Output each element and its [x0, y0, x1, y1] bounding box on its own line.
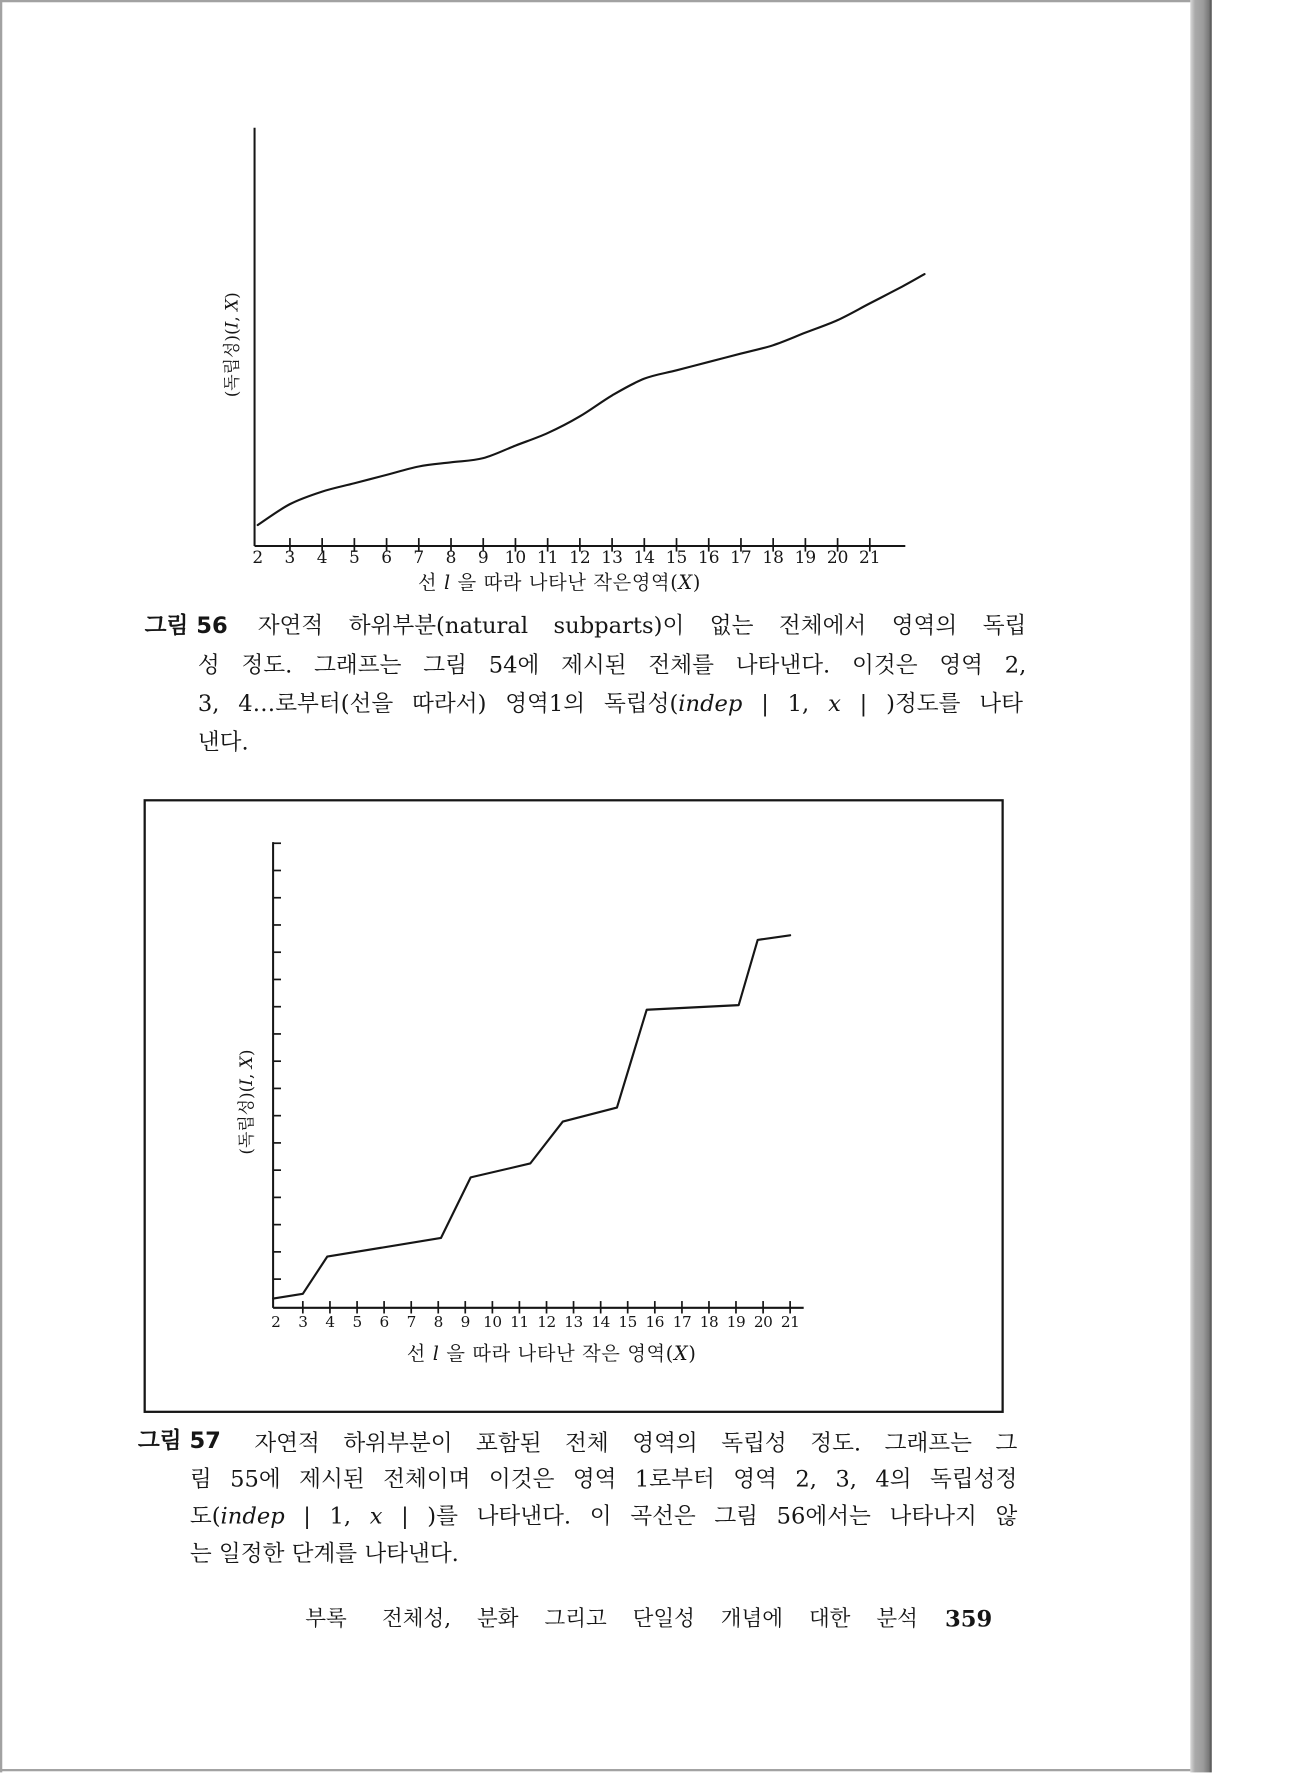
axis-title-part: l — [432, 1341, 440, 1365]
x-tick-label: 10 — [483, 1313, 502, 1332]
figure-57-caption-line — [190, 1465, 1017, 1492]
figure-56-label: 그림 56 — [144, 611, 228, 639]
x-tick-label: 4 — [325, 1313, 335, 1332]
x-tick-label: 16 — [697, 546, 720, 567]
axis-title-part: ) — [236, 1049, 257, 1057]
x-tick-label: 16 — [645, 1313, 665, 1332]
figure-56-caption-line — [198, 690, 1023, 717]
figure-56-caption-line — [198, 651, 1027, 678]
axis-title-part: I — [221, 321, 242, 329]
figure-57-caption-line — [254, 1429, 1017, 1456]
x-tick-label: 18 — [699, 1313, 719, 1332]
caption-text: | )를 나타낸다. 이 곡선은 그림 56에서는 나타나지 않 — [382, 1502, 1018, 1530]
x-tick-label: 19 — [794, 546, 817, 567]
data-line — [273, 935, 790, 1298]
x-tick-label: 9 — [477, 546, 489, 567]
data-line — [258, 274, 925, 525]
axis-title-part: , — [221, 310, 242, 322]
caption-text: 낸다. — [197, 727, 249, 756]
x-tick-label: 3 — [298, 1313, 308, 1332]
page-number: 359 — [944, 1605, 993, 1633]
axis-title-part: X — [221, 298, 242, 311]
x-tick-label: 12 — [569, 546, 591, 567]
x-tick-label: 11 — [510, 1313, 529, 1332]
x-tick-label: 9 — [460, 1313, 470, 1332]
figure-56-caption-line — [258, 612, 1027, 639]
caption-text: | 1, — [284, 1502, 370, 1530]
x-tick-label: 21 — [859, 546, 881, 567]
footer-section: 부록 — [305, 1606, 347, 1632]
x-tick-label: 21 — [780, 1313, 800, 1332]
figure-57-caption-line — [190, 1502, 1017, 1529]
caption-italic-term: x — [828, 689, 841, 717]
x-tick-label: 19 — [726, 1313, 746, 1332]
x-tick-label: 12 — [537, 1313, 556, 1332]
x-tick-label: 20 — [826, 546, 849, 567]
figure-56-x-axis-title — [418, 571, 701, 594]
axis-title-part: X — [678, 570, 693, 594]
caption-text: 자연적 하위부분이 포함된 전체 영역의 독립성 정도. 그래프는 그 — [254, 1428, 1018, 1456]
caption-text: 는 일정한 단계를 나타낸다. — [189, 1539, 459, 1567]
caption-text: 자연적 하위부분(natural subparts)이 없는 전체에서 영역의 독립 — [257, 611, 1027, 639]
x-tick-label: 17 — [730, 546, 752, 567]
caption-italic-term: indep — [678, 689, 743, 717]
x-tick-label: 2 — [252, 546, 264, 567]
caption-text: | 1, — [742, 689, 829, 717]
x-tick-label: 18 — [762, 546, 784, 567]
caption-text: 도( — [189, 1502, 221, 1530]
axis-title-part: , — [236, 1068, 257, 1080]
x-tick-label: 4 — [316, 546, 328, 567]
axis-title-part: (독립성)( — [236, 1085, 257, 1155]
axis-title-part: I — [236, 1079, 257, 1086]
figure-56-y-axis-title — [221, 292, 241, 397]
x-tick-label: 15 — [618, 1313, 637, 1332]
figure-57-x-axis-title — [407, 1342, 697, 1365]
x-tick-label: 15 — [665, 546, 688, 567]
x-tick-label: 13 — [564, 1313, 583, 1332]
x-tick-label: 7 — [413, 546, 425, 567]
x-tick-label: 6 — [381, 546, 392, 567]
figure-57-caption-line — [190, 1540, 642, 1567]
axis-title-part: X — [673, 1341, 689, 1365]
figure-57-label: 그림 57 — [137, 1426, 221, 1454]
x-tick-label: 14 — [633, 546, 656, 567]
footer-title: 전체성, 분화 그리고 단일성 개념에 대한 분석 — [382, 1606, 918, 1632]
axis-title-part: 을 따라 나타난 작은영역( — [450, 570, 679, 594]
x-tick-label: 10 — [504, 546, 527, 567]
axis-title-part: 선 — [406, 1341, 433, 1365]
x-tick-label: 3 — [284, 546, 296, 567]
caption-text: 림 55에 제시된 전체이며 이것은 영역 1로부터 영역 2, 3, 4의 독립성정 — [189, 1464, 1018, 1493]
x-tick-label: 7 — [406, 1313, 416, 1332]
x-tick-label: 8 — [433, 1313, 443, 1332]
x-tick-label: 17 — [672, 1313, 692, 1332]
axis-title-part: ) — [221, 292, 242, 299]
caption-text: 3, 4…로부터(선을 따라서) 영역1의 독립성( — [197, 689, 679, 717]
axis-title-part: ) — [692, 570, 702, 594]
x-tick-label: 14 — [591, 1313, 610, 1332]
caption-text: | )정도를 나타 — [840, 689, 1023, 717]
x-tick-label: 11 — [536, 546, 559, 567]
caption-text: 성 정도. 그래프는 그림 54에 제시된 전체를 나타낸다. 이것은 영역 2, — [197, 651, 1027, 679]
figure-57-chart — [145, 800, 1003, 1412]
figure-57-y-axis-title — [236, 1050, 256, 1155]
x-tick-label: 5 — [352, 1313, 362, 1332]
x-tick-label: 20 — [753, 1313, 773, 1332]
x-tick-label: 2 — [271, 1313, 281, 1332]
caption-italic-term: x — [369, 1502, 383, 1530]
axis-title-part: 선 — [418, 570, 445, 594]
x-tick-label: 8 — [445, 546, 457, 567]
x-tick-label: 13 — [601, 546, 623, 567]
caption-italic-term: indep — [220, 1502, 285, 1530]
x-tick-label: 6 — [379, 1313, 389, 1332]
figure-56-caption-line — [198, 728, 537, 755]
axis-title-part: X — [236, 1056, 257, 1069]
axis-title-part: (독립성)( — [221, 328, 242, 398]
x-tick-label: 5 — [348, 546, 360, 567]
axis-title-part: ) — [688, 1341, 697, 1365]
axis-title-part: 을 따라 나타난 작은 영역( — [439, 1341, 674, 1365]
figure-56-chart — [221, 128, 924, 594]
axis-title-part: l — [444, 570, 451, 594]
